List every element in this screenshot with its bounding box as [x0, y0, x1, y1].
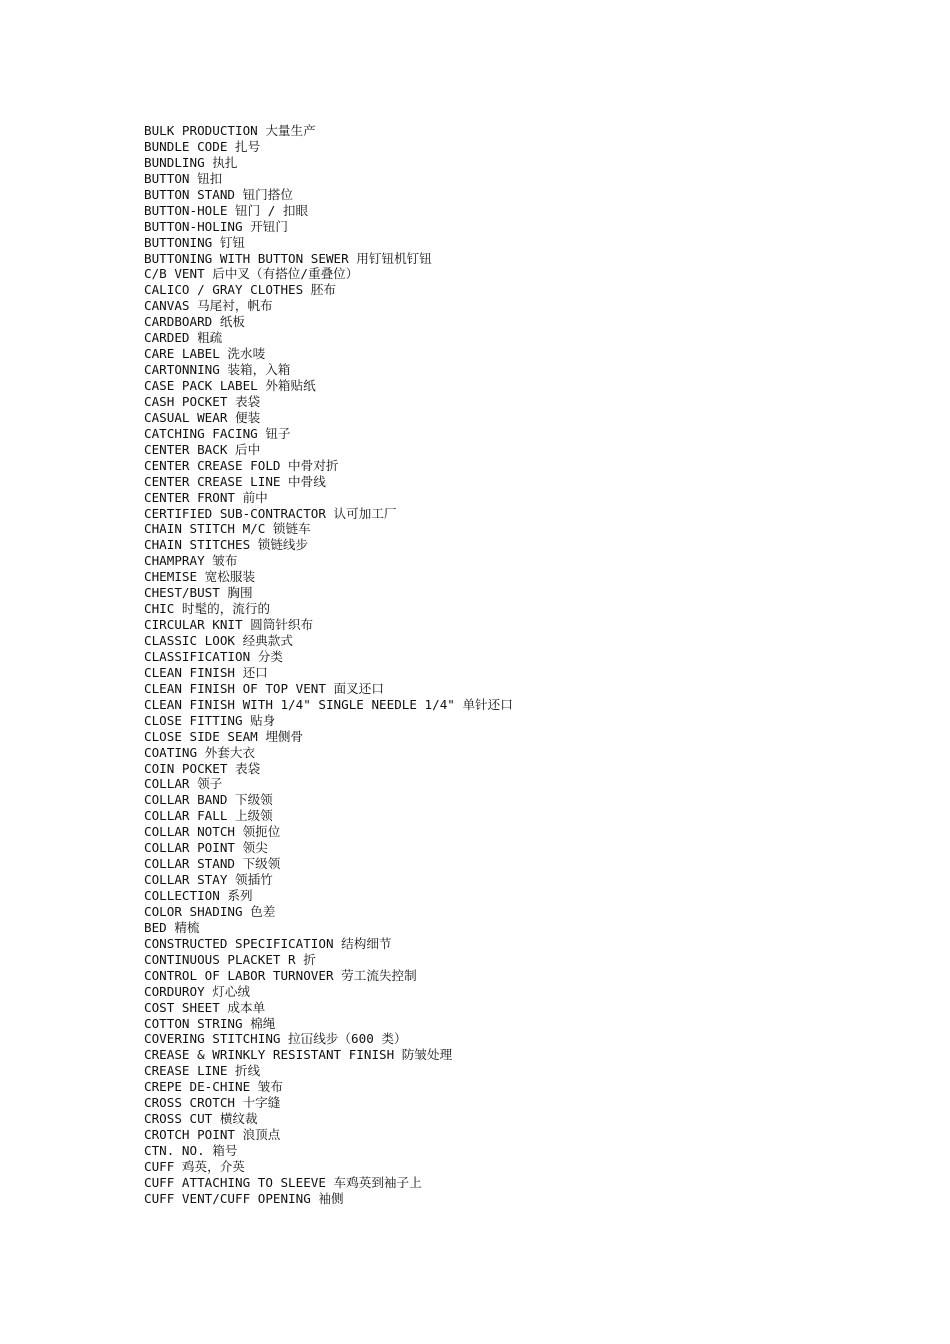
glossary-entry: CHEMISE 宽松服装 — [144, 569, 256, 585]
glossary-entry: CATCHING FACING 钮子 — [144, 425, 291, 441]
glossary-entry: BUTTON 钮扣 — [144, 170, 223, 186]
glossary-entry: BED 精梳 — [144, 919, 200, 935]
glossary-entry: BULK PRODUCTION 大量生产 — [144, 123, 316, 138]
glossary-entry: CLOSE SIDE SEAM 埋侧骨 — [144, 728, 304, 744]
glossary-entry: COIN POCKET 表袋 — [144, 760, 261, 776]
glossary-entry: CUFF ATTACHING TO SLEEVE 车鸡英到袖子上 — [144, 1174, 422, 1190]
glossary-entry: CHAMPRAY 皱布 — [144, 553, 238, 569]
glossary-entry: COST SHEET 成本单 — [144, 999, 266, 1015]
glossary-entry: CHAIN STITCHES 锁链线步 — [144, 537, 309, 553]
glossary-entry: CUFF VENT/CUFF OPENING 袖侧 — [144, 1190, 344, 1206]
glossary-entry: C/B VENT 后中叉（有搭位/重叠位） — [144, 266, 359, 282]
glossary-entry: COLLAR STAY 领插竹 — [144, 872, 273, 888]
glossary-entry: CHEST/BUST 胸围 — [144, 585, 253, 601]
glossary-entry: CASH POCKET 表袋 — [144, 393, 261, 409]
glossary-entry: COLLAR STAND 下级领 — [144, 856, 281, 872]
glossary-entry: BUTTON-HOLING 开钮门 — [144, 218, 288, 234]
glossary-entry: COLLAR NOTCH 领扼位 — [144, 824, 281, 840]
glossary-entry: CARDBOARD 纸板 — [144, 314, 246, 330]
glossary-entry: CERTIFIED SUB-CONTRACTOR 认可加工厂 — [144, 505, 397, 521]
glossary-entry: BUTTONING 钉钮 — [144, 234, 246, 250]
glossary-entry: COLLAR FALL 上级领 — [144, 808, 273, 824]
glossary-entry: COLLAR POINT 领尖 — [144, 840, 268, 856]
glossary-entry: CLOSE FITTING 贴身 — [144, 712, 276, 728]
glossary-entry: CROSS CUT 横纹裁 — [144, 1111, 258, 1127]
glossary-entry: CENTER BACK 后中 — [144, 441, 261, 457]
glossary-entry: CTN. NO. 箱号 — [144, 1143, 238, 1158]
glossary-entry: CROSS CROTCH 十字缝 — [144, 1095, 281, 1111]
glossary-list — [144, 123, 513, 1207]
glossary-entry: CHAIN STITCH M/C 锁链车 — [144, 521, 311, 537]
glossary-entry: COTTON STRING 棉绳 — [144, 1015, 276, 1031]
glossary-entry: CLEAN FINISH WITH 1/4" SINGLE NEEDLE 1/4" 单针还口 — [144, 696, 513, 712]
glossary-entry: COLOR SHADING 色差 — [144, 903, 276, 919]
glossary-entry: BUTTON STAND 钮门搭位 — [144, 186, 293, 202]
glossary-entry: COVERING STITCHING 拉冚线步（600 类） — [144, 1031, 407, 1047]
glossary-entry: CARDED 粗疏 — [144, 330, 223, 346]
glossary-entry: CARTONNING 装箱，入箱 — [144, 362, 291, 378]
glossary-entry: CLASSIFICATION 分类 — [144, 648, 283, 664]
glossary-entry: CREASE LINE 折线 — [144, 1063, 261, 1079]
glossary-entry: CIRCULAR KNIT 圆筒针织布 — [144, 617, 314, 633]
glossary-entry: CLEAN FINISH OF TOP VENT 面叉还口 — [144, 680, 384, 696]
glossary-entry: CONTROL OF LABOR TURNOVER 劳工流失控制 — [144, 967, 417, 983]
glossary-entry: COLLAR BAND 下级领 — [144, 792, 273, 808]
glossary-entry: COATING 外套大衣 — [144, 744, 256, 760]
glossary-entry: CROTCH POINT 浪顶点 — [144, 1127, 281, 1143]
glossary-entry: BUNDLING 执扎 — [144, 154, 238, 170]
glossary-entry: CUFF 鸡英，介英 — [144, 1158, 245, 1174]
glossary-entry: CHIC 时髦的，流行的 — [144, 601, 271, 617]
glossary-entry: COLLAR 领子 — [144, 776, 223, 792]
glossary-entry: BUTTON-HOLE 钮门 / 扣眼 — [144, 202, 309, 218]
glossary-entry: CREPE DE-CHINE 皱布 — [144, 1079, 283, 1095]
glossary-entry: CENTER CREASE LINE 中骨线 — [144, 473, 326, 489]
glossary-entry: CLEAN FINISH 还口 — [144, 664, 268, 680]
glossary-entry: CENTER CREASE FOLD 中骨对折 — [144, 457, 339, 473]
glossary-entry: CANVAS 马尾衬，帆布 — [144, 298, 273, 314]
glossary-entry: CLASSIC LOOK 经典款式 — [144, 633, 293, 648]
glossary-entry: BUTTONING WITH BUTTON SEWER 用钉钮机钉钮 — [144, 250, 432, 266]
glossary-entry: BUNDLE CODE 扎号 — [144, 138, 261, 154]
glossary-entry: CASE PACK LABEL 外箱贴纸 — [144, 378, 316, 393]
glossary-entry: CREASE & WRINKLY RESISTANT FINISH 防皱处理 — [144, 1047, 453, 1063]
glossary-entry: CALICO / GRAY CLOTHES 胚布 — [144, 282, 336, 298]
glossary-entry: COLLECTION 系列 — [144, 888, 253, 903]
glossary-entry: CASUAL WEAR 便装 — [144, 409, 261, 425]
glossary-entry: CENTER FRONT 前中 — [144, 489, 268, 505]
glossary-entry: CORDUROY 灯心绒 — [144, 983, 251, 999]
glossary-entry: CONTINUOUS PLACKET R 折 — [144, 951, 316, 967]
glossary-entry: CARE LABEL 洗水唛 — [144, 346, 266, 362]
glossary-entry: CONSTRUCTED SPECIFICATION 结构细节 — [144, 935, 392, 951]
